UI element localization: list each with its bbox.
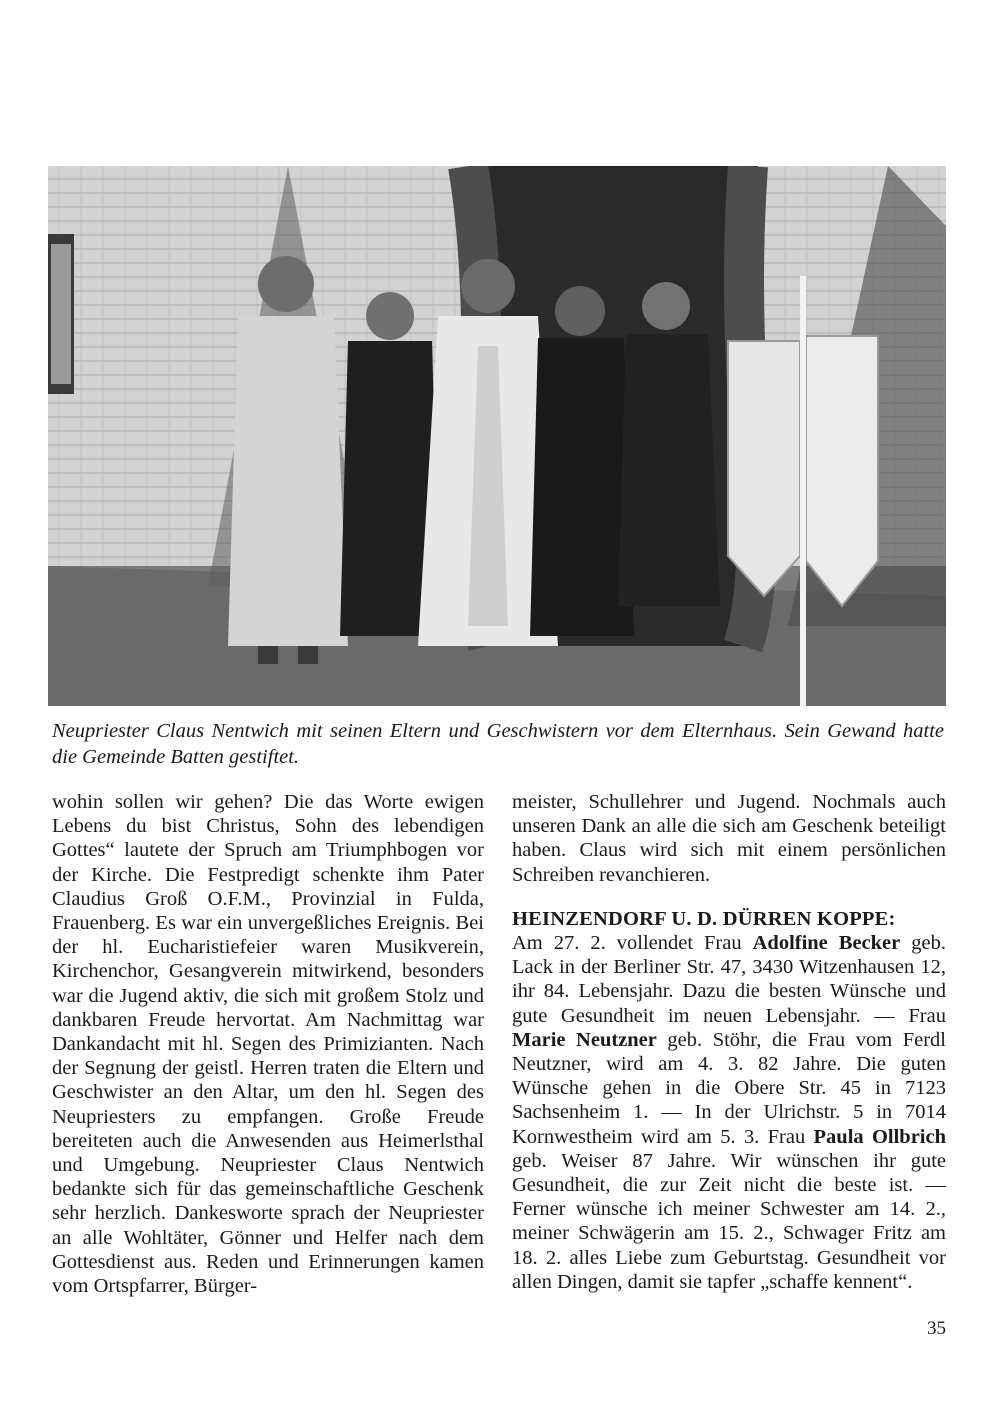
notice-name-1: Adolfine Becker xyxy=(752,932,901,955)
left-column xyxy=(52,790,484,1298)
page-number: 35 xyxy=(927,1318,946,1339)
right-column xyxy=(512,790,946,1294)
notice-name-2: Marie Neutzner xyxy=(512,1028,657,1051)
person-1 xyxy=(228,256,348,664)
birthday-notices xyxy=(512,931,946,1294)
notice-text-4: geb. Weiser 87 Jahre. Wir wünschen ihr gute Gesundheit, die zur Zeit nicht die beste ist. — Ferner wünsche ich meiner Schwester am 14. 2., meiner Schwägerin am 15. 2., Schwager Fritz am 18. 2. alles Liebe zum Geburtstag. Gesundheit vor allen Dingen, damit sie tapfer „schaffe kennent“. xyxy=(512,1149,946,1293)
notice-text-3: geb. Stöhr, die Frau vom Ferdl Neutzner, wird am 4. 3. 82 Jahre. Die guten Wünsche gehen in die Obere Str. 45 in 7123 Sachsenheim 1. — In der Ulrichstr. 5 in 7014 Kornwestheim wird am 5. 3. Frau xyxy=(512,1028,946,1148)
family-photo xyxy=(48,166,946,706)
notice-text-2: geb. Lack in der Berliner Str. 47, 3430 Witzenhausen 12, ihr 84. Lebensjahr. Dazu die besten Wünsche und gute Gesundheit im neuen Lebensjahr. — Frau xyxy=(512,932,946,1027)
section-heading: HEINZENDORF U. D. DÜRREN KOPPE: xyxy=(512,907,896,930)
notice-text-1: Am 27. 2. vollendet Frau xyxy=(512,932,753,955)
notice-name-3: Paula Ollbrich xyxy=(813,1125,946,1148)
photo-illustration xyxy=(48,166,946,706)
right-column-continuation: meister, Schullehrer und Jugend. Nochmals auch unseren Dank an alle die sich am Geschenk beteiligt haben. Claus wird sich mit einem persönlichen Schreiben revanchieren. xyxy=(512,791,946,886)
left-column-text: wohin sollen wir gehen? Die das Worte ewigen Lebens du bist Christus, Sohn des lebendigen Gottes“ lautete der Spruch am Triumphbogen vor der Kirche. Die Festpredigt schenkte ihm Pater Claudius Groß O.F.M., Provinzial in Fulda, Frauenberg. Es war ein unvergeßliches Ereignis. Bei der hl. Eucharistiefeier waren Musikverein, Kirchenchor, Gesangverein mitwirkend, besonders war die Jugend aktiv, die sich mit großem Stolz und dankbaren Freude hervortat. Am Nachmittag war Dankandacht mit hl. Segen des Primizianten. Nach der Segnung der geistl. Herren traten die Eltern und Geschwister an den Altar, um den hl. Segen des Neupriesters zu empfangen. Große Freude bereiteten auch die Anwesenden aus Heimerlsthal und Umgebung. Neupriester Claus Nentwich bedankte sich für das gemeinschaftliche Geschenk sehr herzlich. Dankesworte sprach der Neupriester an alle Wohltäter, Gönner und Helfer nach dem Gottesdienst aus. Reden und Erinnerungen kamen vom Ortspfarrer, Bürger- xyxy=(52,791,484,1298)
person-4 xyxy=(530,286,634,636)
photo-caption: Neupriester Claus Nentwich mit seinen Eltern und Geschwistern vor dem Elternhaus. Sein Gewand hatte die Gemeinde Batten gestiftet. xyxy=(52,720,944,768)
